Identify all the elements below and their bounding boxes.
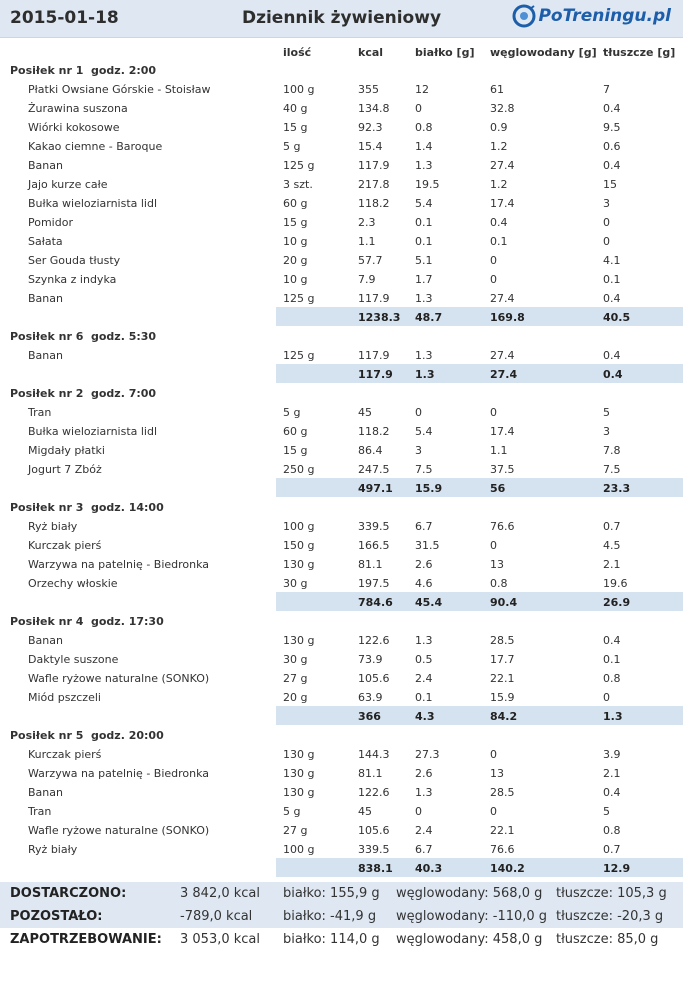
food-name: Orzechy włoskie — [28, 577, 118, 590]
food-kcal: 197.5 — [358, 577, 390, 590]
food-name: Płatki Owsiane Górskie - Stoisław — [28, 83, 211, 96]
summary-row-remaining — [0, 905, 683, 928]
food-name: Pomidor — [28, 216, 73, 229]
food-fat: 0.1 — [603, 273, 621, 286]
meal-time: godz. 7:00 — [91, 387, 157, 400]
food-fat: 2.1 — [603, 558, 621, 571]
food-qty: 125 g — [283, 159, 315, 172]
food-fat: 7.8 — [603, 444, 621, 457]
meal-time: godz. 17:30 — [91, 615, 164, 628]
food-kcal: 73.9 — [358, 653, 383, 666]
food-row — [0, 630, 683, 649]
total-kcal: 497.1 — [358, 482, 393, 495]
food-carbs: 17.4 — [490, 425, 515, 438]
meal-total-row — [0, 858, 683, 877]
food-kcal: 339.5 — [358, 843, 390, 856]
total-carbs: 169.8 — [490, 311, 525, 324]
food-carbs: 17.4 — [490, 197, 515, 210]
meal-header — [0, 383, 683, 402]
food-qty: 5 g — [283, 805, 301, 818]
food-name: Wafle ryżowe naturalne (SONKO) — [28, 824, 210, 837]
food-carbs: 0 — [490, 805, 497, 818]
food-fat: 3 — [603, 197, 610, 210]
food-qty: 5 g — [283, 406, 301, 419]
food-kcal: 355 — [358, 83, 379, 96]
food-row — [0, 782, 683, 801]
food-carbs: 27.4 — [490, 159, 515, 172]
food-fat: 0.8 — [603, 672, 621, 685]
summary-kcal: 3 842,0 kcal — [180, 886, 261, 901]
food-fat: 0.6 — [603, 140, 621, 153]
food-name: Żurawina suszona — [28, 102, 128, 115]
column-qty: ilość — [283, 46, 312, 59]
food-kcal: 166.5 — [358, 539, 390, 552]
meals-table — [0, 60, 683, 877]
food-name: Bułka wieloziarnista lidl — [28, 197, 158, 210]
summary-carbs: węglowodany: 568,0 g — [396, 886, 543, 901]
food-row — [0, 554, 683, 573]
summary-label: DOSTARCZONO: — [10, 886, 127, 901]
food-fat: 19.6 — [603, 577, 628, 590]
food-protein: 2.4 — [415, 824, 433, 837]
food-row — [0, 193, 683, 212]
food-fat: 5 — [603, 805, 610, 818]
summary-fat: tłuszcze: -20,3 g — [556, 909, 664, 924]
food-kcal: 217.8 — [358, 178, 390, 191]
food-protein: 2.4 — [415, 672, 433, 685]
food-protein: 6.7 — [415, 843, 433, 856]
summary-row-delivered — [0, 882, 683, 905]
total-carbs: 56 — [490, 482, 506, 495]
food-carbs: 27.4 — [490, 292, 515, 305]
food-protein: 1.7 — [415, 273, 433, 286]
food-name: Banan — [28, 159, 63, 172]
food-carbs: 0.8 — [490, 577, 508, 590]
food-name: Ryż biały — [28, 843, 78, 856]
food-kcal: 122.6 — [358, 786, 390, 799]
summary-row-requirement — [0, 928, 683, 951]
food-row — [0, 155, 683, 174]
food-row — [0, 345, 683, 364]
food-protein: 0.1 — [415, 235, 433, 248]
food-qty: 125 g — [283, 292, 315, 305]
meal-total-row — [0, 706, 683, 725]
page-header — [0, 0, 683, 38]
food-protein: 1.4 — [415, 140, 433, 153]
food-fat: 0 — [603, 216, 610, 229]
meal-name: Posiłek nr 6 — [10, 330, 84, 343]
daily-summary — [0, 882, 683, 951]
food-row — [0, 117, 683, 136]
food-carbs: 28.5 — [490, 634, 515, 647]
food-name: Kakao ciemne - Baroque — [28, 140, 163, 153]
food-name: Migdały płatki — [28, 444, 105, 457]
food-carbs: 22.1 — [490, 672, 515, 685]
column-kcal: kcal — [358, 46, 384, 59]
meal-name: Posiłek nr 5 — [10, 729, 84, 742]
potreningu-logo[interactable] — [512, 4, 671, 28]
meal-total-row — [0, 307, 683, 326]
food-kcal: 57.7 — [358, 254, 383, 267]
food-row — [0, 174, 683, 193]
food-carbs: 32.8 — [490, 102, 515, 115]
column-headers — [0, 38, 683, 60]
food-carbs: 61 — [490, 83, 504, 96]
food-name: Jogurt 7 Zbóż — [28, 463, 102, 476]
food-qty: 27 g — [283, 824, 308, 837]
food-protein: 0.5 — [415, 653, 433, 666]
food-qty: 20 g — [283, 254, 308, 267]
food-protein: 0.1 — [415, 691, 433, 704]
food-kcal: 45 — [358, 805, 372, 818]
food-kcal: 105.6 — [358, 824, 390, 837]
food-carbs: 0 — [490, 539, 497, 552]
meal-time: godz. 14:00 — [91, 501, 164, 514]
food-protein: 0.8 — [415, 121, 433, 134]
summary-kcal: -789,0 kcal — [180, 909, 253, 924]
total-kcal: 784.6 — [358, 596, 393, 609]
food-carbs: 0.4 — [490, 216, 508, 229]
food-carbs: 1.2 — [490, 178, 508, 191]
food-name: Bułka wieloziarnista lidl — [28, 425, 158, 438]
food-qty: 60 g — [283, 197, 308, 210]
food-carbs: 37.5 — [490, 463, 515, 476]
meal-name: Posiłek nr 2 — [10, 387, 84, 400]
food-row — [0, 421, 683, 440]
food-protein: 3 — [415, 444, 422, 457]
total-fat: 26.9 — [603, 596, 631, 609]
food-name: Wiórki kokosowe — [28, 121, 120, 134]
food-kcal: 81.1 — [358, 767, 383, 780]
food-row — [0, 744, 683, 763]
meal-time: godz. 20:00 — [91, 729, 164, 742]
food-carbs: 0.9 — [490, 121, 508, 134]
summary-protein: białko: 155,9 g — [283, 886, 380, 901]
food-qty: 15 g — [283, 121, 308, 134]
food-protein: 2.6 — [415, 767, 433, 780]
food-kcal: 63.9 — [358, 691, 383, 704]
meal-total-row — [0, 592, 683, 611]
food-name: Miód pszczeli — [28, 691, 101, 704]
food-row — [0, 440, 683, 459]
total-fat: 40.5 — [603, 311, 631, 324]
logo-domain: .pl — [646, 6, 671, 26]
food-name: Daktyle suszone — [28, 653, 119, 666]
food-qty: 100 g — [283, 843, 315, 856]
total-fat: 0.4 — [603, 368, 623, 381]
food-qty: 27 g — [283, 672, 308, 685]
food-name: Jajo kurze całe — [28, 178, 108, 191]
food-row — [0, 136, 683, 155]
total-kcal: 1238.3 — [358, 311, 401, 324]
food-qty: 40 g — [283, 102, 308, 115]
food-kcal: 118.2 — [358, 197, 390, 210]
total-protein: 45.4 — [415, 596, 443, 609]
food-qty: 100 g — [283, 520, 315, 533]
summary-label: POZOSTAŁO: — [10, 909, 103, 924]
food-qty: 60 g — [283, 425, 308, 438]
food-protein: 6.7 — [415, 520, 433, 533]
food-fat: 0 — [603, 691, 610, 704]
meal-header — [0, 60, 683, 79]
food-fat: 0.4 — [603, 349, 621, 362]
food-name: Warzywa na patelnię - Biedronka — [28, 767, 210, 780]
food-protein: 1.3 — [415, 349, 433, 362]
food-protein: 0.1 — [415, 216, 433, 229]
total-kcal: 366 — [358, 710, 381, 723]
logo-text: PoTreningu — [538, 6, 647, 26]
food-carbs: 17.7 — [490, 653, 515, 666]
food-qty: 3 szt. — [283, 178, 313, 191]
food-protein: 12 — [415, 83, 429, 96]
column-carbs: węglowodany [g] — [490, 46, 597, 59]
food-kcal: 1.1 — [358, 235, 376, 248]
meal-name: Posiłek nr 1 — [10, 64, 84, 77]
food-kcal: 122.6 — [358, 634, 390, 647]
food-fat: 7.5 — [603, 463, 621, 476]
food-qty: 10 g — [283, 235, 308, 248]
food-carbs: 15.9 — [490, 691, 515, 704]
total-carbs: 84.2 — [490, 710, 518, 723]
food-protein: 0 — [415, 805, 422, 818]
total-carbs: 90.4 — [490, 596, 518, 609]
food-name: Banan — [28, 292, 63, 305]
food-fat: 0.4 — [603, 159, 621, 172]
food-row — [0, 231, 683, 250]
total-protein: 40.3 — [415, 862, 443, 875]
summary-label: ZAPOTRZEBOWANIE: — [10, 932, 162, 947]
summary-carbs: węglowodany: -110,0 g — [396, 909, 548, 924]
food-protein: 1.3 — [415, 159, 433, 172]
food-qty: 125 g — [283, 349, 315, 362]
food-fat: 0.4 — [603, 634, 621, 647]
food-fat: 0.4 — [603, 102, 621, 115]
food-row — [0, 79, 683, 98]
food-name: Banan — [28, 634, 63, 647]
food-kcal: 247.5 — [358, 463, 390, 476]
food-protein: 5.4 — [415, 425, 433, 438]
food-fat: 0.7 — [603, 843, 621, 856]
food-fat: 15 — [603, 178, 617, 191]
summary-carbs: węglowodany: 458,0 g — [396, 932, 543, 947]
food-fat: 0.1 — [603, 653, 621, 666]
food-kcal: 117.9 — [358, 292, 390, 305]
food-qty: 15 g — [283, 444, 308, 457]
summary-protein: białko: 114,0 g — [283, 932, 380, 947]
food-row — [0, 98, 683, 117]
food-fat: 4.5 — [603, 539, 621, 552]
food-qty: 130 g — [283, 558, 315, 571]
food-fat: 0 — [603, 235, 610, 248]
column-fat: tłuszcze [g] — [603, 46, 676, 59]
food-qty: 130 g — [283, 634, 315, 647]
food-fat: 5 — [603, 406, 610, 419]
food-kcal: 7.9 — [358, 273, 376, 286]
food-protein: 19.5 — [415, 178, 440, 191]
food-name: Ryż biały — [28, 520, 78, 533]
food-qty: 250 g — [283, 463, 315, 476]
food-row — [0, 687, 683, 706]
food-name: Sałata — [28, 235, 63, 248]
total-protein: 48.7 — [415, 311, 443, 324]
food-carbs: 0 — [490, 254, 497, 267]
food-row — [0, 535, 683, 554]
food-fat: 9.5 — [603, 121, 621, 134]
food-fat: 0.4 — [603, 786, 621, 799]
food-kcal: 134.8 — [358, 102, 390, 115]
total-carbs: 27.4 — [490, 368, 518, 381]
meal-time: godz. 2:00 — [91, 64, 157, 77]
meal-header — [0, 725, 683, 744]
food-kcal: 81.1 — [358, 558, 383, 571]
food-kcal: 15.4 — [358, 140, 383, 153]
food-qty: 30 g — [283, 577, 308, 590]
total-kcal: 117.9 — [358, 368, 393, 381]
food-protein: 0 — [415, 102, 422, 115]
food-kcal: 339.5 — [358, 520, 390, 533]
food-qty: 10 g — [283, 273, 308, 286]
food-name: Warzywa na patelnię - Biedronka — [28, 558, 210, 571]
food-protein: 1.3 — [415, 292, 433, 305]
total-carbs: 140.2 — [490, 862, 525, 875]
food-protein: 0 — [415, 406, 422, 419]
food-carbs: 27.4 — [490, 349, 515, 362]
food-name: Szynka z indyka — [28, 273, 117, 286]
food-name: Kurczak pierś — [28, 539, 102, 552]
food-carbs: 0 — [490, 406, 497, 419]
food-kcal: 2.3 — [358, 216, 376, 229]
food-qty: 130 g — [283, 748, 315, 761]
logo-ring-icon — [512, 4, 536, 28]
food-qty: 20 g — [283, 691, 308, 704]
food-protein: 1.3 — [415, 634, 433, 647]
food-protein: 7.5 — [415, 463, 433, 476]
meal-total-row — [0, 478, 683, 497]
food-carbs: 1.2 — [490, 140, 508, 153]
food-kcal: 45 — [358, 406, 372, 419]
food-row — [0, 649, 683, 668]
meal-header — [0, 611, 683, 630]
food-qty: 150 g — [283, 539, 315, 552]
food-protein: 27.3 — [415, 748, 440, 761]
food-carbs: 0.1 — [490, 235, 508, 248]
total-protein: 4.3 — [415, 710, 435, 723]
food-protein: 1.3 — [415, 786, 433, 799]
food-qty: 5 g — [283, 140, 301, 153]
meal-total-row — [0, 364, 683, 383]
food-kcal: 105.6 — [358, 672, 390, 685]
food-row — [0, 212, 683, 231]
food-kcal: 117.9 — [358, 159, 390, 172]
summary-fat: tłuszcze: 85,0 g — [556, 932, 659, 947]
food-qty: 30 g — [283, 653, 308, 666]
food-row — [0, 269, 683, 288]
food-row — [0, 516, 683, 535]
food-name: Tran — [28, 406, 52, 419]
food-row — [0, 250, 683, 269]
food-fat: 0.8 — [603, 824, 621, 837]
food-protein: 5.4 — [415, 197, 433, 210]
food-row — [0, 801, 683, 820]
food-kcal: 117.9 — [358, 349, 390, 362]
food-row — [0, 763, 683, 782]
food-protein: 2.6 — [415, 558, 433, 571]
total-kcal: 838.1 — [358, 862, 393, 875]
food-row — [0, 668, 683, 687]
food-carbs: 0 — [490, 273, 497, 286]
food-row — [0, 402, 683, 421]
food-fat: 4.1 — [603, 254, 621, 267]
total-protein: 1.3 — [415, 368, 435, 381]
food-row — [0, 288, 683, 307]
food-kcal: 118.2 — [358, 425, 390, 438]
total-protein: 15.9 — [415, 482, 443, 495]
total-fat: 23.3 — [603, 482, 631, 495]
food-kcal: 144.3 — [358, 748, 390, 761]
diary-date: 2015-01-18 — [10, 8, 119, 28]
food-qty: 100 g — [283, 83, 315, 96]
food-carbs: 76.6 — [490, 843, 515, 856]
food-row — [0, 573, 683, 592]
meal-name: Posiłek nr 4 — [10, 615, 84, 628]
food-carbs: 76.6 — [490, 520, 515, 533]
food-carbs: 13 — [490, 558, 504, 571]
food-qty: 15 g — [283, 216, 308, 229]
food-row — [0, 820, 683, 839]
food-carbs: 1.1 — [490, 444, 508, 457]
food-name: Ser Gouda tłusty — [28, 254, 121, 267]
food-row — [0, 839, 683, 858]
food-fat: 3 — [603, 425, 610, 438]
meal-header — [0, 497, 683, 516]
food-protein: 5.1 — [415, 254, 433, 267]
food-fat: 2.1 — [603, 767, 621, 780]
summary-fat: tłuszcze: 105,3 g — [556, 886, 667, 901]
food-name: Tran — [28, 805, 52, 818]
summary-protein: białko: -41,9 g — [283, 909, 377, 924]
meal-header — [0, 326, 683, 345]
food-name: Banan — [28, 349, 63, 362]
food-qty: 130 g — [283, 786, 315, 799]
food-fat: 7 — [603, 83, 610, 96]
food-carbs: 22.1 — [490, 824, 515, 837]
meal-name: Posiłek nr 3 — [10, 501, 84, 514]
meal-time: godz. 5:30 — [91, 330, 157, 343]
food-carbs: 28.5 — [490, 786, 515, 799]
column-protein: białko [g] — [415, 46, 475, 59]
food-carbs: 13 — [490, 767, 504, 780]
food-fat: 0.7 — [603, 520, 621, 533]
food-fat: 0.4 — [603, 292, 621, 305]
summary-kcal: 3 053,0 kcal — [180, 932, 261, 947]
total-fat: 12.9 — [603, 862, 631, 875]
food-kcal: 86.4 — [358, 444, 383, 457]
food-fat: 3.9 — [603, 748, 621, 761]
food-name: Wafle ryżowe naturalne (SONKO) — [28, 672, 210, 685]
food-protein: 4.6 — [415, 577, 433, 590]
food-protein: 31.5 — [415, 539, 440, 552]
food-carbs: 0 — [490, 748, 497, 761]
food-kcal: 92.3 — [358, 121, 383, 134]
food-qty: 130 g — [283, 767, 315, 780]
food-name: Kurczak pierś — [28, 748, 102, 761]
page-title: Dziennik żywieniowy — [241, 8, 442, 28]
food-row — [0, 459, 683, 478]
food-name: Banan — [28, 786, 63, 799]
total-fat: 1.3 — [603, 710, 623, 723]
